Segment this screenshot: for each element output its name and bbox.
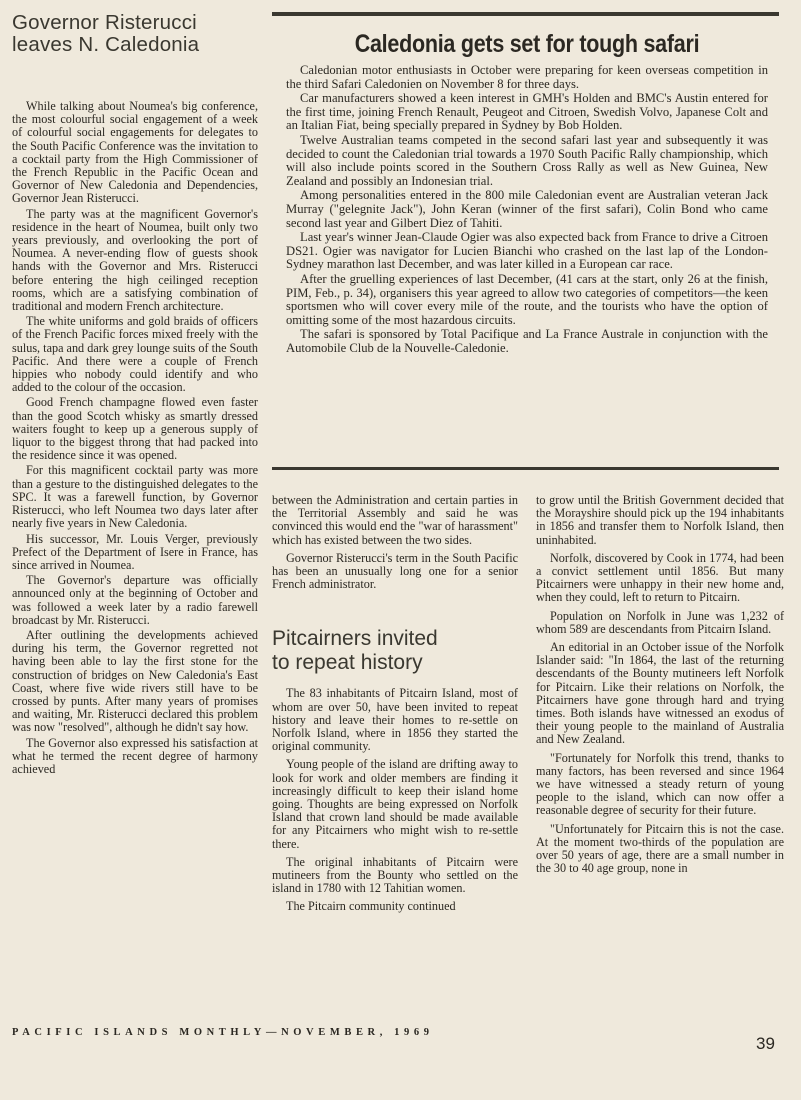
paragraph: "Fortunately for Norfolk this trend, thanks to many factors, has been reversed and since 1964 we have witnessed a steady return of young people to the island, which can now offer a reasonable degree of security for their future. bbox=[536, 750, 784, 818]
paragraph: Among personalities entered in the 800 mile Caledonian event are Australian veteran Jack Murray ("gelegnite Jack"), John Keran (winner of the first safari), Colin Bond who came second last year and Gilbert Diez of Tahiti. bbox=[286, 188, 768, 230]
paragraph: between the Administration and certain parties in the Territorial Assembly and said he was convinced this would end the "war of harassment" which has existed between the two sides. bbox=[272, 493, 518, 547]
paragraph: The 83 inhabitants of Pitcairn Island, most of whom are over 50, have been invited to repeat history and leave their homes to re-settle on Norfolk Island, where in 1856 they started the original community. bbox=[272, 686, 518, 754]
headline-line-1: Governor Risterucci bbox=[12, 11, 197, 34]
paragraph: An editorial in an October issue of the Norfolk Islander said: "In 1864, the last of the returning descendants of the Bounty mutineers left Norfolk for Pitcairn. Like their relations on Norfolk, the Pitcairners have gone through hard and trying times. Both islands have witnessed an exodus of their young people to the mainland of Australia and New Zealand. bbox=[536, 640, 784, 747]
paragraph: The white uniforms and gold braids of officers of the French Pacific forces mixed freely with the sulus, tapa and dark grey lounge suits of the South Pacific. And there were a couple of French hippies who nobody could identify and who added to the colour of the occasion. bbox=[12, 314, 258, 395]
paragraph: After the gruelling experiences of last December, (41 cars at the start, only 26 at the finish, PIM, Feb., p. 34), organisers this year agreed to allow two categories of competitors—the keen sportsmen who will cover every mile of the route, and the tourists who have the option of omitting some of the most hazardous circuits. bbox=[286, 271, 768, 327]
middle-column bbox=[272, 494, 518, 919]
safari-headline: Caledonia gets set for tough safari bbox=[354, 30, 700, 58]
paragraph: Car manufacturers showed a keen interest in GMH's Holden and BMC's Austin entered for the first time, joining French Renault, Peugeot and Citroen, Swedish Volvo, Japanese Colt and an Italian Fiat, being specially prepared in Sydney by Bob Holden. bbox=[286, 91, 768, 133]
paragraph: Twelve Australian teams competed in the second safari last year and subsequently it was decided to count the Caledonian trial towards a 1970 South Pacific Rally championship, which will also include points scored in the Southern Cross Rally as well as New Guinea, New Zealand and possibly an Indonesian trial. bbox=[286, 132, 768, 188]
paragraph: While talking about Noumea's big conference, the most colourful social engagement of a week of colourful social engagements for delegates to the South Pacific Conference was the invitation to a cocktail party from the High Commissioner of the French Republic in the Pacific Ocean and Governor of New Caledonia and Dependencies, Governor Jean Risterucci. bbox=[12, 99, 258, 206]
headline-line-2: to repeat history bbox=[272, 651, 423, 675]
headline-line-1: Pitcairners invited bbox=[272, 627, 438, 651]
safari-article bbox=[286, 28, 768, 356]
paragraph: Population on Norfolk in June was 1,232 of whom 589 are descendants from Pitcairn Island. bbox=[536, 608, 784, 636]
page-number: 39 bbox=[756, 1034, 775, 1053]
paragraph: The Governor also expressed his satisfaction at what he termed the recent degree of harmony achieved bbox=[12, 735, 258, 776]
pitcairn-headline bbox=[272, 627, 518, 675]
paragraph: The party was at the magnificent Governor's residence in the heart of Noumea, built only two years previously, and overlooking the port of Noumea. A never-ending flow of guests shook hands with the Governor and Mrs. Risterucci before entering the high ceilinged reception rooms, which are a satisfying combination of traditional and modern French architecture. bbox=[12, 206, 258, 314]
paragraph: Governor Risterucci's term in the South Pacific has been an unusually long one for a senior French administrator. bbox=[272, 550, 518, 592]
left-article-body bbox=[12, 100, 258, 776]
paragraph: The Pitcairn community continued bbox=[286, 899, 456, 914]
right-column bbox=[536, 494, 784, 880]
paragraph: Young people of the island are drifting away to look for work and older members are finding it increasingly difficult to keep their island home going. Thoughts are being expressed on Norfolk Island that crown land should be made available for any Pitcairners who might wish to re-settle there. bbox=[272, 757, 518, 851]
paragraph: Caledonian motor enthusiasts in October were preparing for keen overseas competition in the third Safari Caledonien on November 8 for three days. bbox=[286, 63, 768, 91]
bottom-rule bbox=[272, 467, 779, 470]
paragraph: For this magnificent cocktail party was more than a gesture to the distinguished delegates to the SPC. It was a farewell function, by Governor Risterucci, who left Noumea two days later after nearly five years in New Caledonia. bbox=[12, 463, 258, 531]
paragraph: to grow until the British Government decided that the Morayshire should pick up the 194 inhabitants in 1856 and transfer them to Norfolk Island, then uninhabited. bbox=[536, 493, 784, 547]
paragraph: The original inhabitants of Pitcairn were mutineers from the Bounty who settled on the island in 1780 with 12 Tahitian women. bbox=[272, 854, 518, 896]
top-rule bbox=[272, 12, 779, 16]
paragraph: The safari is sponsored by Total Pacifique and La France Australe in conjunction with the Automobile Club de la Nouvelle-Caledonie. bbox=[286, 327, 768, 355]
paragraph: Last year's winner Jean-Claude Ogier was also expected back from France to drive a Citroen DS21. Ogier was navigator for Lucien Bianchi who crashed on the last lap of the London-Sydney marathon last December, and was later killed in a European car race. bbox=[286, 230, 768, 272]
left-article-headline bbox=[12, 12, 258, 56]
headline-line-2: leaves N. Caledonia bbox=[12, 33, 200, 56]
paragraph: "Unfortunately for Pitcairn this is not the case. At the moment two-thirds of the population are over 50 years of age, there are a small number in the 30 to 40 age group, none in bbox=[536, 821, 784, 876]
paragraph: After outlining the developments achieved during his term, the Governor regretted not having been able to lay the first stone for the construction of bridges on New Caledonia's East Coast, where five wide rivers still have to be crossed by punts. After many years of promises and waiting, Mr. Risterucci declared this problem was now "resolved", although he didn't say how. bbox=[12, 627, 258, 735]
paragraph: Good French champagne flowed even faster than the good Scotch whisky as smartly dressed waiters fought to keep up a generous supply of liquor to the biggest throng that had packed into the residence since it was opened. bbox=[12, 395, 258, 463]
paragraph: Norfolk, discovered by Cook in 1774, had been a convict settlement until 1856. But many Pitcairners were unhappy in their new home and, when they could, left to return to Pitcairn. bbox=[536, 550, 784, 605]
left-article bbox=[12, 10, 258, 778]
paragraph: The Governor's departure was officially announced only at the beginning of October and was followed a week later by a radio farewell broadcast by Mr. Risterucci. bbox=[12, 573, 258, 627]
paragraph: His successor, Mr. Louis Verger, previously Prefect of the Department of Isere in France, has since arrived in Noumea. bbox=[12, 531, 258, 572]
running-footer: PACIFIC ISLANDS MONTHLY—NOVEMBER, 1969 bbox=[12, 1027, 434, 1038]
